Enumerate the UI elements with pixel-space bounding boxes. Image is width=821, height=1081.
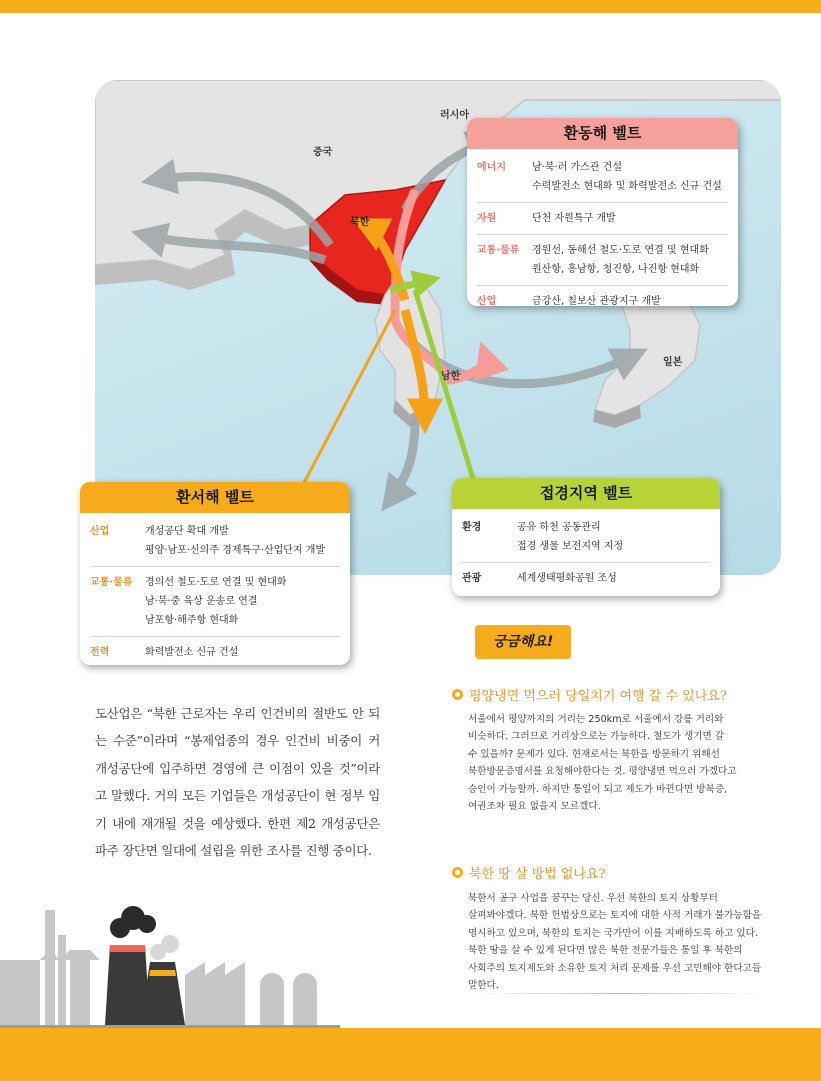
answer-line: 북한 땅을 살 수 있게 된다면 많은 북한 전문가들은 통일 후 북한의 [468,945,743,957]
row-item: 남포항·해주항 현대화 [145,615,239,626]
answer-line: 비슷하다. 그러므로 거리상으로는 가능하다. 철도가 생기면 갈 [468,731,725,743]
label-south-korea: 남한 [441,371,461,382]
row-item: 남·북·중 육상 운송로 연결 [145,596,258,607]
east-belt-row [477,286,728,306]
row-category: 관광 [462,573,482,584]
label-japan: 일본 [663,357,683,368]
row-item: 개성공단 확대 개발 [145,526,229,537]
question-text: 평양냉면 먹으러 당일치기 여행 갈 수 있나요? [469,689,727,704]
row-item: 공유 하천 공동관리 [517,522,601,533]
answer-line: 수 있을까? 문제가 있다. 현재로서는 북한을 방문하기 위해선 [468,748,720,760]
row-category: 교통·물류 [90,577,133,588]
answer-line: 살펴봐야겠다. 북한 헌법상으로는 토지에 대한 사적 거래가 불가능함을 [468,910,762,922]
border-belt-row [462,563,710,594]
east-belt-row [477,152,728,203]
answer-line: 서울에서 평양까지의 거리는 250km로 서울에서 강릉 거리와 [468,714,724,725]
question-2 [452,863,606,882]
row-category: 교통·물류 [477,245,520,256]
label-russia: 러시아 [440,110,469,121]
curious-tag: 궁금해요! [475,625,571,659]
answer-line: 북한서 공구 사업을 꿈꾸는 당신. 우선 북한의 토지 상황부터 [468,893,718,904]
row-item: 단천 자원특구 개발 [532,213,616,224]
divider [470,993,770,994]
row-item: 평양·남포·신의주 경제특구·산업단지 개발 [145,545,326,556]
row-item: 경의선 철도·도로 연결 및 현대화 [145,577,287,588]
answer-line: 여권조차 필요 없을지 모르겠다. [468,801,601,813]
bullet-icon [452,689,463,700]
row-item: 접경 생물 보전지역 지정 [517,541,624,552]
orange-pointer-line [295,310,395,500]
row-category: 자원 [477,213,497,224]
west-belt-row [90,567,340,637]
answer-line: 말한다. [468,980,499,992]
answer-1 [468,711,784,815]
bottom-orange-band [0,1028,821,1081]
west-belt-row [90,637,340,665]
row-category: 에너지 [477,162,506,173]
article-paragraph: 도산업은 “북한 근로자는 우리 인건비의 절반도 안 되는 수준”이라며 “봉제업종의 경우 인건비 비중이 커 개성공단에 입주하면 경영에 큰 이점이 있을 것”이라고 말했다. 거의 모든 기업들은 개성공단이 현 정부 임기 내에 재개될 것을 예상했다. 한편 제2 개성공단은 파주 장단면 일대에 설립을 위한 조사를 진행 중이다. [95,706,380,859]
row-category: 산업 [477,296,497,306]
row-item: 금강산, 칠보산 관광지구 개발 [532,296,661,306]
top-orange-band [0,0,821,13]
row-item: 남·북·러 가스관 건설 [532,162,622,173]
east-belt-row [477,203,728,235]
question-text: 북한 땅 살 방법 없나요? [469,867,606,882]
row-item: 경원선, 동해선 철도·도로 연결 및 현대화 [532,245,709,256]
label-china: 중국 [313,147,333,158]
west-belt-title: 환서해 벨트 [80,482,350,513]
border-belt-row [462,512,710,563]
row-category: 환경 [462,522,482,533]
grey-arrow-south [390,420,415,500]
row-category: 산업 [90,526,110,537]
label-north-korea: 북한 [350,217,370,228]
east-belt-title: 환동해 벨트 [467,118,738,149]
answer-line: 승인이 가능할까. 하지만 통일이 되고 제도가 바뀐다면 방북증, [468,783,728,795]
factory-illustration [0,890,340,1030]
row-item: 수력발전소 현대화 및 화력발전소 신규 건설 [532,181,722,192]
border-area-belt-box [452,478,720,596]
west-belt-row [90,516,340,567]
row-item: 원산항, 흥남항, 청진항, 나진항 현대화 [532,264,700,275]
answer-2 [468,890,784,994]
west-sea-belt-box [80,482,350,665]
border-belt-title: 접경지역 벨트 [452,478,720,509]
answer-line: 북한방문증명서를 요청해야한다는 것. 평양냉면 먹으러 가겠다고 [468,766,737,778]
question-1 [452,685,727,704]
east-sea-belt-box [467,118,738,306]
bullet-icon [452,867,463,878]
row-item: 세계생태평화공원 조성 [517,573,617,584]
answer-line: 사회주의 토지제도와 소유한 토지 처리 문제를 우선 고민해야 한다고들 [468,962,762,974]
east-belt-row [477,235,728,286]
row-category: 전력 [90,647,110,658]
answer-line: 명시하고 있으며, 북한의 토지는 국가만이 이를 지배하도록 하고 있다. [468,927,758,939]
row-item: 화력발전소 신규 건설 [145,647,239,658]
